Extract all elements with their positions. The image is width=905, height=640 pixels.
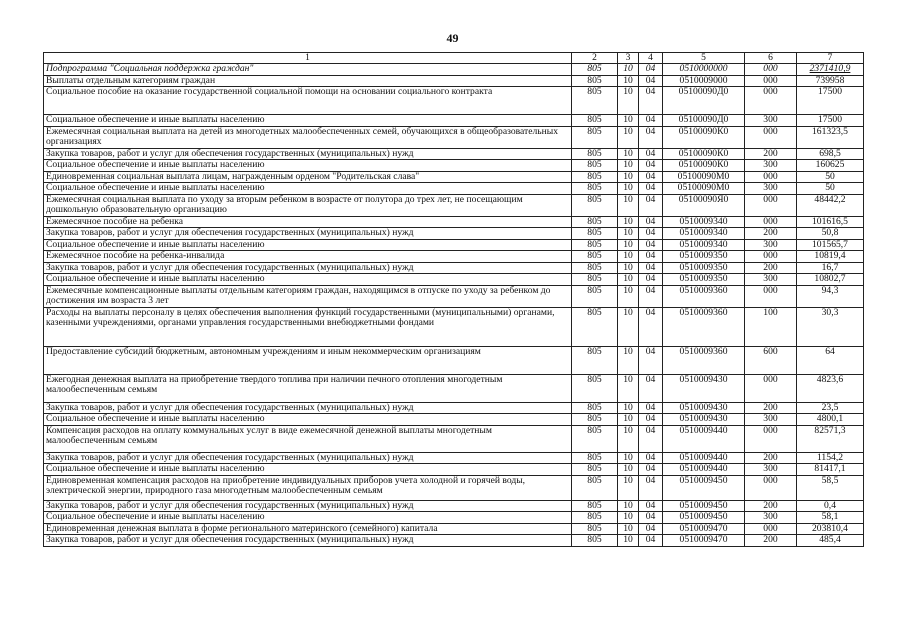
cell-ministry-code: 805 — [572, 126, 618, 148]
cell-target-article: 0510009340 — [663, 228, 745, 240]
cell-ministry-code: 805 — [572, 87, 618, 115]
header-col-6: 6 — [745, 53, 797, 64]
cell-ministry-code: 805 — [572, 216, 618, 228]
cell-subsection: 04 — [639, 452, 663, 464]
cell-ministry-code: 805 — [572, 475, 618, 500]
cell-subsection: 04 — [639, 414, 663, 426]
cell-ministry-code: 805 — [572, 414, 618, 426]
table-row — [44, 64, 864, 76]
cell-ministry-code: 805 — [572, 183, 618, 195]
cell-expense-type: 300 — [745, 160, 797, 172]
cell-name: Социальное обеспечение и иные выплаты населению — [44, 239, 572, 251]
cell-section: 10 — [618, 274, 639, 286]
cell-subsection: 04 — [639, 475, 663, 500]
table-header — [44, 53, 864, 64]
table-row — [44, 75, 864, 87]
cell-subsection: 04 — [639, 64, 663, 76]
cell-expense-type: 000 — [745, 171, 797, 183]
cell-name: Закупка товаров, работ и услуг для обеспечения государственных (муниципальных) нужд — [44, 148, 572, 160]
cell-expense-type: 200 — [745, 148, 797, 160]
cell-target-article: 0510009360 — [663, 346, 745, 374]
cell-subsection: 04 — [639, 148, 663, 160]
cell-section: 10 — [618, 148, 639, 160]
cell-expense-type: 300 — [745, 464, 797, 476]
cell-expense-type: 000 — [745, 374, 797, 402]
cell-name: Единовременная денежная выплата в форме регионального материнского (семейного) капитала — [44, 523, 572, 535]
cell-expense-type: 300 — [745, 274, 797, 286]
table-row — [44, 115, 864, 127]
table-row — [44, 535, 864, 547]
cell-name: Закупка товаров, работ и услуг для обеспечения государственных (муниципальных) нужд — [44, 262, 572, 274]
table-body — [44, 64, 864, 547]
cell-section: 10 — [618, 285, 639, 307]
cell-ministry-code: 805 — [572, 307, 618, 346]
cell-section: 10 — [618, 402, 639, 414]
table-row — [44, 194, 864, 216]
cell-target-article: 0510009440 — [663, 425, 745, 452]
header-col-4: 4 — [639, 53, 663, 64]
cell-subsection: 04 — [639, 183, 663, 195]
table-row — [44, 228, 864, 240]
cell-ministry-code: 805 — [572, 535, 618, 547]
cell-section: 10 — [618, 414, 639, 426]
cell-amount: 10819,4 — [797, 251, 864, 263]
cell-name: Единовременная социальная выплата лицам, награжденным орденом "Родительская слава" — [44, 171, 572, 183]
cell-section: 10 — [618, 262, 639, 274]
cell-ministry-code: 805 — [572, 64, 618, 76]
cell-ministry-code: 805 — [572, 194, 618, 216]
cell-subsection: 04 — [639, 194, 663, 216]
cell-ministry-code: 805 — [572, 274, 618, 286]
budget-table — [43, 52, 864, 547]
cell-amount: 17500 — [797, 115, 864, 127]
cell-expense-type: 200 — [745, 535, 797, 547]
cell-section: 10 — [618, 126, 639, 148]
cell-ministry-code: 805 — [572, 512, 618, 524]
cell-subsection: 04 — [639, 126, 663, 148]
cell-section: 10 — [618, 512, 639, 524]
cell-target-article: 0510009430 — [663, 402, 745, 414]
cell-name: Закупка товаров, работ и услуг для обеспечения государственных (муниципальных) нужд — [44, 535, 572, 547]
header-col-2: 2 — [572, 53, 618, 64]
cell-section: 10 — [618, 475, 639, 500]
cell-ministry-code: 805 — [572, 239, 618, 251]
cell-target-article: 0510009470 — [663, 535, 745, 547]
table-row — [44, 126, 864, 148]
cell-target-article: 0510009450 — [663, 500, 745, 512]
cell-ministry-code: 805 — [572, 148, 618, 160]
cell-section: 10 — [618, 87, 639, 115]
table-row — [44, 183, 864, 195]
cell-name: Ежегодная денежная выплата на приобретение твердого топлива при наличии печного отопления многодетным малообеспеченным семьям — [44, 374, 572, 402]
cell-subsection: 04 — [639, 523, 663, 535]
cell-name: Ежемесячные компенсационные выплаты отдельным категориям граждан, находящимся в отпуске по уходу за ребенком до достижения им возраста 3 лет — [44, 285, 572, 307]
cell-ministry-code: 805 — [572, 346, 618, 374]
cell-target-article: 0510009440 — [663, 452, 745, 464]
cell-name: Социальное обеспечение и иные выплаты населению — [44, 115, 572, 127]
cell-target-article: 0510009000 — [663, 75, 745, 87]
table-row — [44, 148, 864, 160]
cell-name: Закупка товаров, работ и услуг для обеспечения государственных (муниципальных) нужд — [44, 452, 572, 464]
cell-ministry-code: 805 — [572, 425, 618, 452]
cell-name: Предоставление субсидий бюджетным, автономным учреждениям и иным некоммерческим организациям — [44, 346, 572, 374]
cell-subsection: 04 — [639, 307, 663, 346]
cell-subsection: 04 — [639, 512, 663, 524]
cell-expense-type: 000 — [745, 126, 797, 148]
table-row — [44, 464, 864, 476]
cell-amount: 82571,3 — [797, 425, 864, 452]
cell-ministry-code: 805 — [572, 452, 618, 464]
table-row — [44, 346, 864, 374]
cell-expense-type: 000 — [745, 425, 797, 452]
cell-expense-type: 200 — [745, 402, 797, 414]
cell-target-article: 05100090К0 — [663, 160, 745, 172]
cell-name: Социальное обеспечение и иные выплаты населению — [44, 274, 572, 286]
cell-subsection: 04 — [639, 75, 663, 87]
cell-name: Социальное обеспечение и иные выплаты населению — [44, 414, 572, 426]
cell-name: Выплаты отдельным категориям граждан — [44, 75, 572, 87]
table-row — [44, 87, 864, 115]
cell-subsection: 04 — [639, 402, 663, 414]
cell-section: 10 — [618, 160, 639, 172]
cell-subsection: 04 — [639, 374, 663, 402]
cell-amount: 50 — [797, 171, 864, 183]
cell-expense-type: 000 — [745, 251, 797, 263]
table-row — [44, 475, 864, 500]
cell-subsection: 04 — [639, 87, 663, 115]
cell-subsection: 04 — [639, 160, 663, 172]
cell-section: 10 — [618, 500, 639, 512]
cell-expense-type: 100 — [745, 307, 797, 346]
cell-amount: 203810,4 — [797, 523, 864, 535]
cell-target-article: 0510000000 — [663, 64, 745, 76]
cell-target-article: 0510009450 — [663, 512, 745, 524]
cell-expense-type: 000 — [745, 87, 797, 115]
cell-subsection: 04 — [639, 500, 663, 512]
cell-expense-type: 200 — [745, 500, 797, 512]
table-row — [44, 523, 864, 535]
table-row — [44, 160, 864, 172]
cell-section: 10 — [618, 115, 639, 127]
table-row — [44, 374, 864, 402]
cell-section: 10 — [618, 239, 639, 251]
cell-amount: 0,4 — [797, 500, 864, 512]
cell-expense-type: 300 — [745, 115, 797, 127]
cell-name: Закупка товаров, работ и услуг для обеспечения государственных (муниципальных) нужд — [44, 402, 572, 414]
cell-target-article: 05100090М0 — [663, 183, 745, 195]
cell-subsection: 04 — [639, 216, 663, 228]
cell-name: Социальное пособие на оказание государственной социальной помощи на основании социального контракта — [44, 87, 572, 115]
cell-subsection: 04 — [639, 285, 663, 307]
cell-amount: 4823,6 — [797, 374, 864, 402]
cell-expense-type: 300 — [745, 239, 797, 251]
cell-ministry-code: 805 — [572, 75, 618, 87]
cell-expense-type: 600 — [745, 346, 797, 374]
cell-expense-type: 000 — [745, 194, 797, 216]
cell-expense-type: 300 — [745, 512, 797, 524]
cell-expense-type: 000 — [745, 75, 797, 87]
cell-subsection: 04 — [639, 171, 663, 183]
cell-name: Закупка товаров, работ и услуг для обеспечения государственных (муниципальных) нужд — [44, 500, 572, 512]
cell-section: 10 — [618, 64, 639, 76]
cell-subsection: 04 — [639, 464, 663, 476]
cell-expense-type: 300 — [745, 414, 797, 426]
cell-name: Компенсация расходов на оплату коммунальных услуг в виде ежемесячной денежной выплаты многодетным малообеспеченным семьям — [44, 425, 572, 452]
cell-expense-type: 300 — [745, 183, 797, 195]
cell-subsection: 04 — [639, 425, 663, 452]
table-row — [44, 307, 864, 346]
cell-ministry-code: 805 — [572, 285, 618, 307]
cell-expense-type: 000 — [745, 475, 797, 500]
cell-target-article: 0510009350 — [663, 251, 745, 263]
cell-section: 10 — [618, 228, 639, 240]
cell-subsection: 04 — [639, 346, 663, 374]
cell-amount: 101565,7 — [797, 239, 864, 251]
cell-section: 10 — [618, 171, 639, 183]
cell-name: Закупка товаров, работ и услуг для обеспечения государственных (муниципальных) нужд — [44, 228, 572, 240]
cell-ministry-code: 805 — [572, 171, 618, 183]
cell-section: 10 — [618, 346, 639, 374]
cell-name: Единовременная компенсация расходов на приобретение индивидуальных приборов учета холодной и горячей воды, электрической энергии, природного газа многодетным малообеспеченным семьям — [44, 475, 572, 500]
cell-expense-type: 200 — [745, 452, 797, 464]
cell-target-article: 0510009340 — [663, 239, 745, 251]
header-col-7: 7 — [797, 53, 864, 64]
table-row — [44, 285, 864, 307]
cell-subsection: 04 — [639, 251, 663, 263]
header-col-5: 5 — [663, 53, 745, 64]
cell-expense-type: 200 — [745, 228, 797, 240]
cell-name: Социальное обеспечение и иные выплаты населению — [44, 183, 572, 195]
cell-ministry-code: 805 — [572, 500, 618, 512]
table-row — [44, 216, 864, 228]
cell-name: Социальное обеспечение и иные выплаты населению — [44, 512, 572, 524]
table-row — [44, 171, 864, 183]
cell-target-article: 0510009360 — [663, 285, 745, 307]
cell-amount: 101616,5 — [797, 216, 864, 228]
cell-ministry-code: 805 — [572, 402, 618, 414]
cell-target-article: 0510009430 — [663, 414, 745, 426]
cell-target-article: 0510009430 — [663, 374, 745, 402]
cell-ministry-code: 805 — [572, 262, 618, 274]
header-col-3: 3 — [618, 53, 639, 64]
cell-amount: 64 — [797, 346, 864, 374]
cell-subsection: 04 — [639, 262, 663, 274]
cell-amount: 58,1 — [797, 512, 864, 524]
cell-target-article: 05100090К0 — [663, 148, 745, 160]
cell-section: 10 — [618, 183, 639, 195]
cell-amount: 161323,5 — [797, 126, 864, 148]
cell-section: 10 — [618, 523, 639, 535]
cell-name: Расходы на выплаты персоналу в целях обеспечения выполнения функций государственными (муниципальными) органами, казенными учреждениями, органами управления государственными внебюджетными фондами — [44, 307, 572, 346]
cell-expense-type: 000 — [745, 285, 797, 307]
cell-subsection: 04 — [639, 228, 663, 240]
cell-amount: 17500 — [797, 87, 864, 115]
cell-amount: 50,8 — [797, 228, 864, 240]
cell-ministry-code: 805 — [572, 228, 618, 240]
cell-amount: 58,5 — [797, 475, 864, 500]
cell-ministry-code: 805 — [572, 251, 618, 263]
cell-target-article: 0510009350 — [663, 274, 745, 286]
cell-target-article: 0510009350 — [663, 262, 745, 274]
table-row — [44, 512, 864, 524]
cell-expense-type: 000 — [745, 523, 797, 535]
cell-name: Ежемесячная социальная выплата на детей из многодетных малообеспеченных семей, обучающихся в общеобразовательных организациях — [44, 126, 572, 148]
cell-name: Ежемесячная социальная выплата по уходу за вторым ребенком в возрасте от полутора до трех лет, не посещающим дошкольную образовательную организацию — [44, 194, 572, 216]
cell-amount: 698,5 — [797, 148, 864, 160]
cell-amount: 50 — [797, 183, 864, 195]
table-row — [44, 239, 864, 251]
cell-amount: 23,5 — [797, 402, 864, 414]
cell-section: 10 — [618, 425, 639, 452]
table-row — [44, 500, 864, 512]
cell-amount: 48442,2 — [797, 194, 864, 216]
cell-target-article: 0510009340 — [663, 216, 745, 228]
cell-target-article: 0510009360 — [663, 307, 745, 346]
cell-amount: 1154,2 — [797, 452, 864, 464]
cell-name: Подпрограмма "Социальная поддержка граждан" — [44, 64, 572, 76]
cell-subsection: 04 — [639, 535, 663, 547]
table-row — [44, 452, 864, 464]
cell-amount: 81417,1 — [797, 464, 864, 476]
cell-name: Социальное обеспечение и иные выплаты населению — [44, 160, 572, 172]
cell-section: 10 — [618, 307, 639, 346]
cell-expense-type: 200 — [745, 262, 797, 274]
cell-amount: 4800,1 — [797, 414, 864, 426]
cell-amount: 739958 — [797, 75, 864, 87]
cell-target-article: 05100090Я0 — [663, 194, 745, 216]
cell-subsection: 04 — [639, 274, 663, 286]
cell-expense-type: 000 — [745, 216, 797, 228]
cell-target-article: 05100090Д0 — [663, 115, 745, 127]
cell-ministry-code: 805 — [572, 464, 618, 476]
cell-subsection: 04 — [639, 115, 663, 127]
cell-amount: 30,3 — [797, 307, 864, 346]
table-row — [44, 425, 864, 452]
cell-amount: 10802,7 — [797, 274, 864, 286]
cell-name: Ежемесячное пособие на ребенка — [44, 216, 572, 228]
cell-target-article: 05100090К0 — [663, 126, 745, 148]
cell-section: 10 — [618, 452, 639, 464]
cell-name: Социальное обеспечение и иные выплаты населению — [44, 464, 572, 476]
cell-target-article: 0510009470 — [663, 523, 745, 535]
cell-section: 10 — [618, 75, 639, 87]
cell-section: 10 — [618, 194, 639, 216]
table-row — [44, 251, 864, 263]
cell-name: Ежемесячное пособие на ребенка-инвалида — [44, 251, 572, 263]
cell-amount: 16,7 — [797, 262, 864, 274]
header-col-1: 1 — [44, 53, 572, 64]
cell-target-article: 0510009440 — [663, 464, 745, 476]
cell-section: 10 — [618, 374, 639, 402]
table-row — [44, 414, 864, 426]
cell-expense-type: 000 — [745, 64, 797, 76]
cell-section: 10 — [618, 216, 639, 228]
table-row — [44, 262, 864, 274]
page-number: 49 — [446, 31, 459, 45]
cell-amount: 485,4 — [797, 535, 864, 547]
cell-ministry-code: 805 — [572, 160, 618, 172]
cell-amount: 160625 — [797, 160, 864, 172]
table-row — [44, 402, 864, 414]
cell-ministry-code: 805 — [572, 374, 618, 402]
cell-section: 10 — [618, 251, 639, 263]
cell-amount: 94,3 — [797, 285, 864, 307]
cell-section: 10 — [618, 535, 639, 547]
cell-ministry-code: 805 — [572, 115, 618, 127]
cell-target-article: 05100090М0 — [663, 171, 745, 183]
cell-target-article: 0510009450 — [663, 475, 745, 500]
header-row — [44, 53, 864, 64]
cell-amount: 2371410,9 — [797, 64, 864, 76]
cell-subsection: 04 — [639, 239, 663, 251]
cell-section: 10 — [618, 464, 639, 476]
cell-target-article: 05100090Д0 — [663, 87, 745, 115]
table-row — [44, 274, 864, 286]
cell-ministry-code: 805 — [572, 523, 618, 535]
